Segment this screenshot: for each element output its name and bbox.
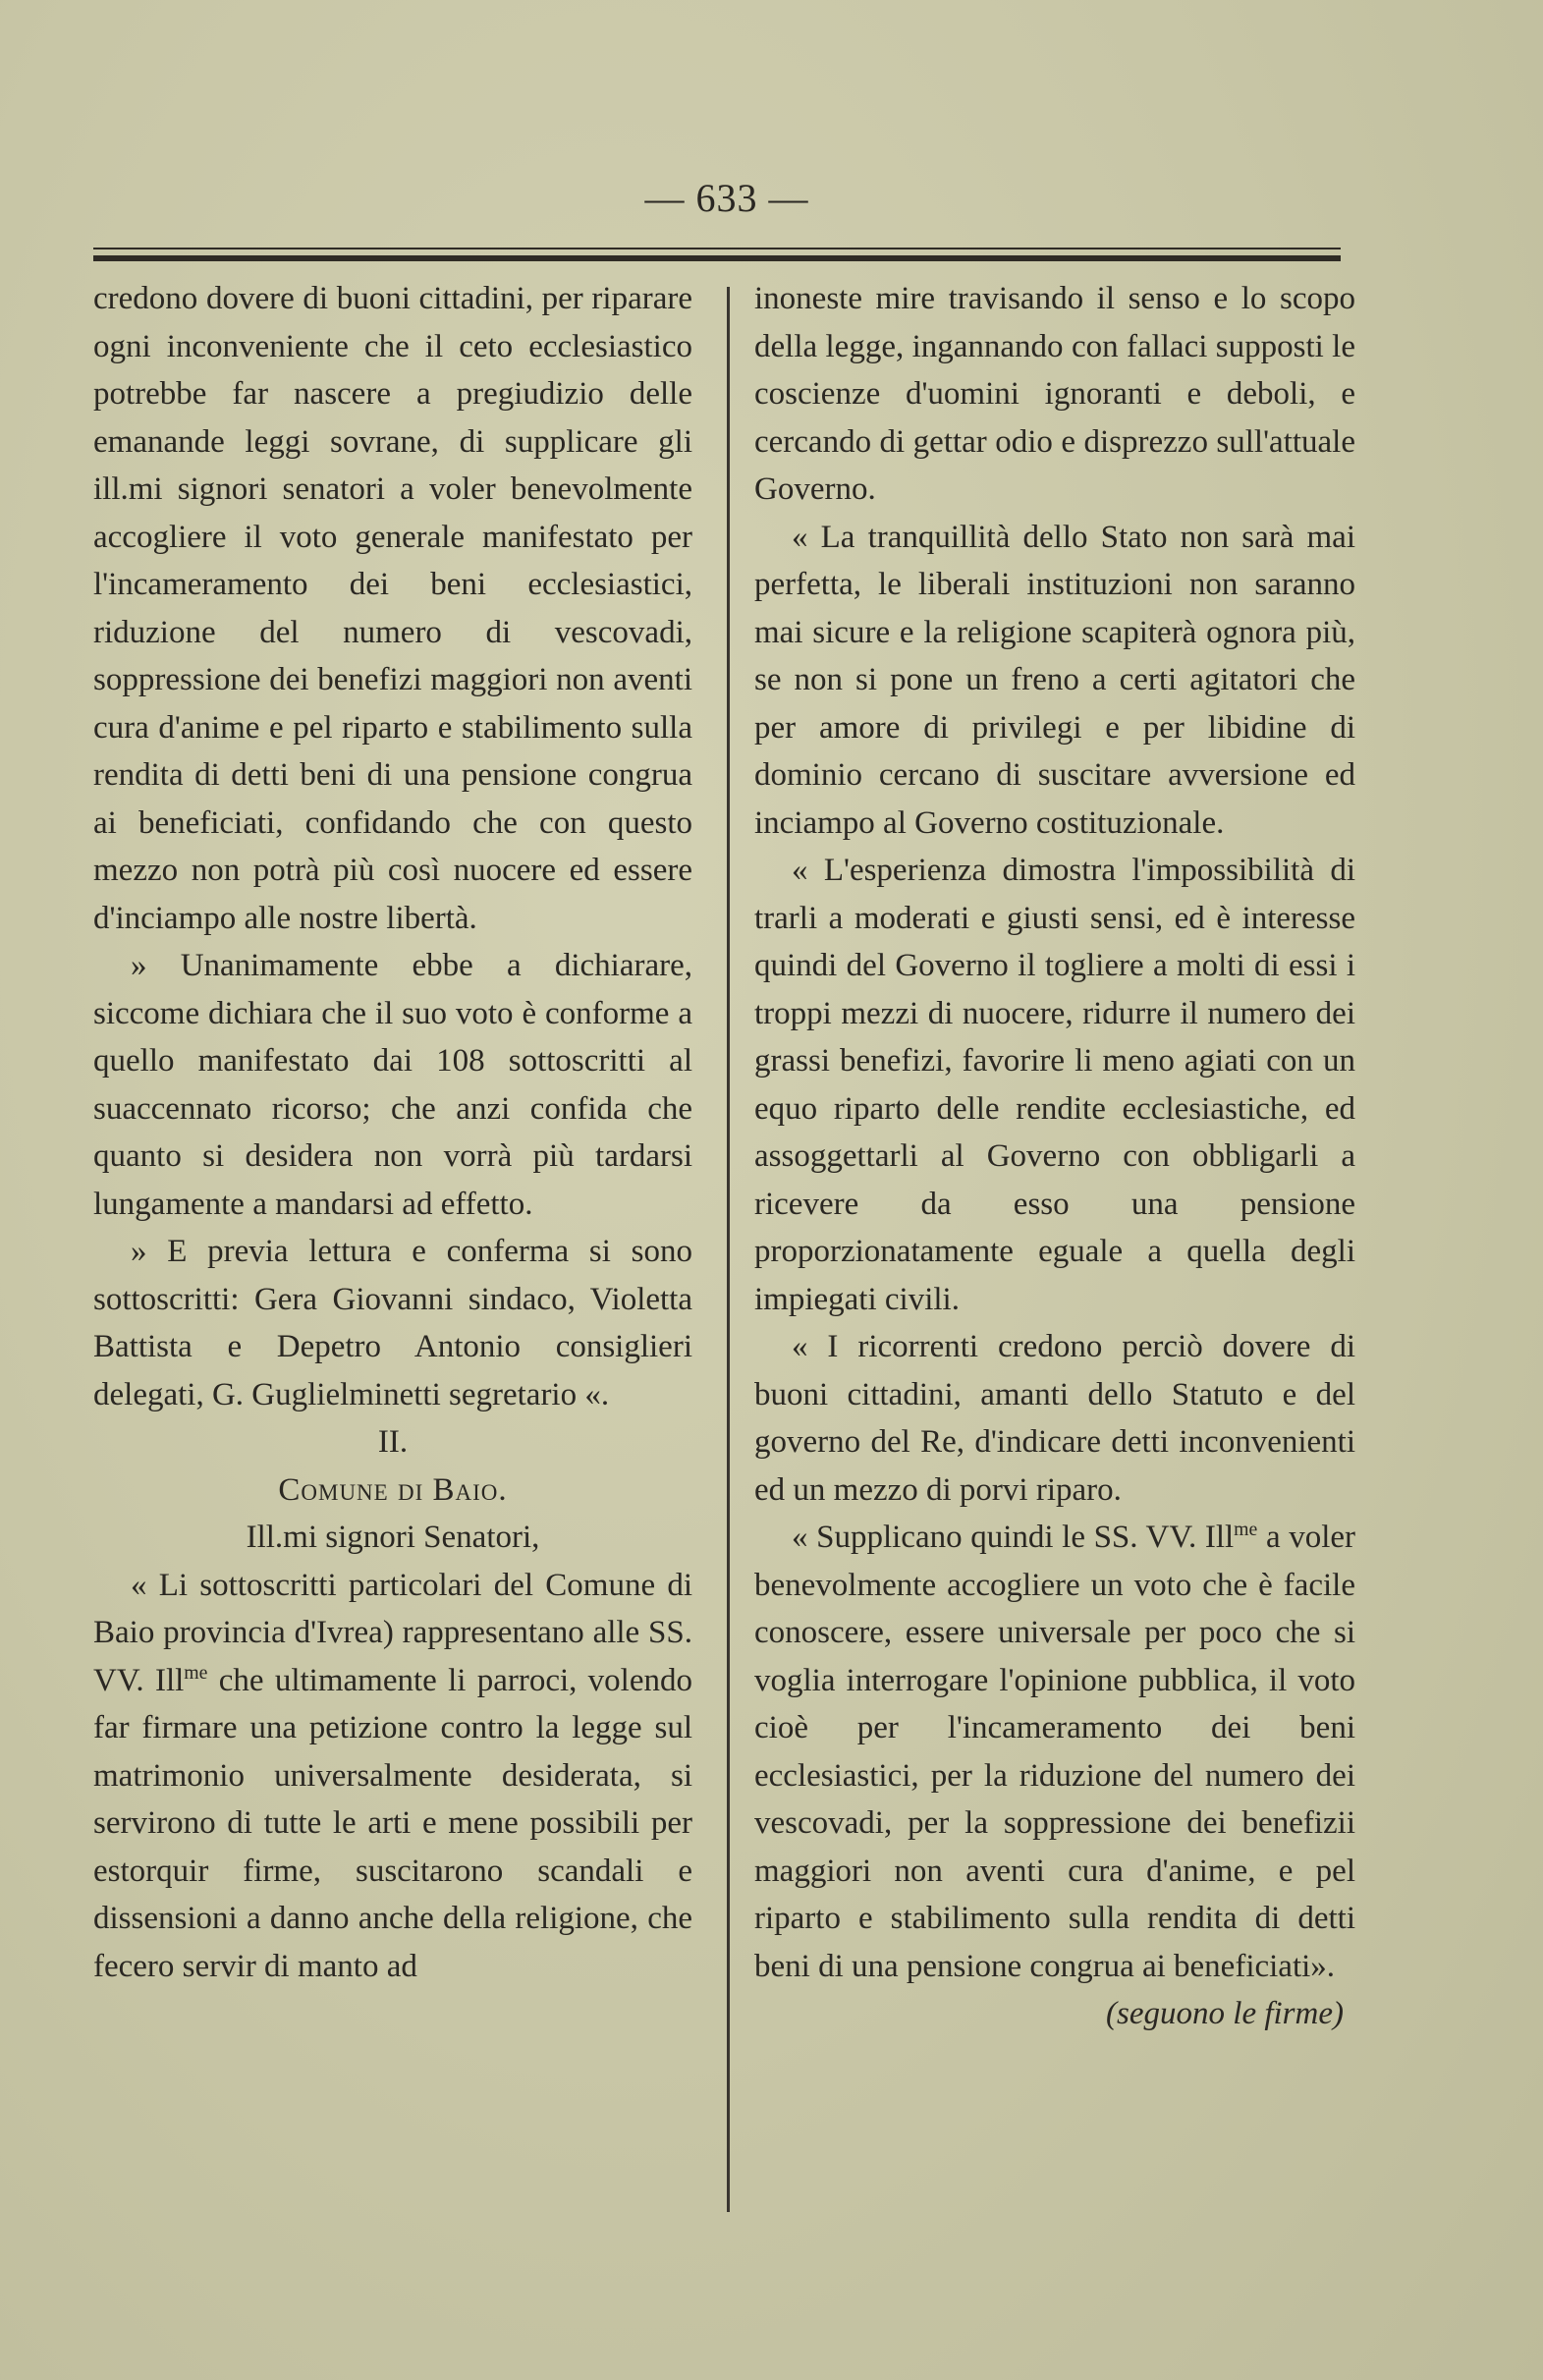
- right-paragraph-1: inoneste mire travisando il senso e lo scopo della legge, ingannando con fallaci supposti le coscienze d'uomini ignoranti e deboli, e cercando di gettar odio e disprezzo sull'attuale Governo.: [754, 281, 1355, 507]
- right-paragraph-5-start: « Supplicano quindi le SS. VV. Ill: [792, 1520, 1235, 1555]
- header-rule-thick: [93, 255, 1341, 261]
- right-paragraph-5-end: a voler benevolmente accogliere un voto che è facile conoscere, essere universale per poco che si voglia interrogare l'opinione pubblica, il voto cioè per l'incameramento dei beni ecclesiastici, per la riduzione del numero dei vescovadi, per la soppressione dei benefizii maggiori non aventi cura d'anime, e pel riparto e stabilimento sulla rendita di detti beni di una pensione congrua ai beneficiati».: [754, 1520, 1356, 1984]
- left-paragraph-4-end: che ultimamente li parroci, volendo far firmare una petizione contro la legge sul matrimonio universalmente desiderata, si servirono di tutte le arti e mene possibili per estorquir firme, suscitarono scandali e dissensioni a danno anche della religione, che fecero servir di manto ad: [93, 1662, 692, 1984]
- header-rule-thin: [93, 248, 1341, 249]
- right-paragraph-5: [754, 1514, 1355, 1990]
- right-paragraph-2: « La tranquillità dello Stato non sarà mai perfetta, le liberali instituzioni non saranno mai sicure e la religione scapiterà ognora più, se non si pone un freno a certi agitatori che per amore di privilegi e per libidine di dominio cercano di suscitare avversione ed inciampo al Governo costituzionale.: [754, 519, 1355, 841]
- section-title: Comune di Baio.: [278, 1471, 508, 1508]
- left-paragraph-4: [93, 1562, 692, 1991]
- left-paragraph-4-superscript: me: [184, 1661, 208, 1684]
- section-number: II.: [377, 1424, 409, 1460]
- salutation: Ill.mi signori Senatori,: [246, 1520, 540, 1555]
- column-divider: [727, 287, 730, 2212]
- right-paragraph-5-superscript: me: [1234, 1519, 1258, 1540]
- right-column: [754, 275, 1355, 2038]
- page-number: — 633 —: [644, 176, 809, 220]
- left-column: [93, 275, 692, 1990]
- left-paragraph-2: » Unanimamente ebbe a dichiarare, siccome dichiara che il suo voto è conforme a quello manifestato dai 108 sottoscritti al suaccennato ricorso; che anzi confida che quanto si desidera non vorrà più tardarsi lungamente a mandarsi ad effetto.: [93, 948, 692, 1222]
- left-paragraph-1: credono dovere di buoni cittadini, per riparare ogni inconveniente che il ceto ecclesiastico potrebbe far nascere a pregiudizio delle emanande leggi sovrane, di supplicare gli ill.mi signori senatori a voler benevolmente accogliere il voto generale manifestato per l'incameramento dei beni ecclesiastici, riduzione del numero di vescovadi, soppressione dei benefizi maggiori non aventi cura d'anime e pel riparto e stabilimento sulla rendita di detti beni di una pensione congrua ai beneficiati, confidando che con questo mezzo non potrà più così nuocere ed essere d'inciampo alle nostre libertà.: [93, 281, 692, 936]
- left-paragraph-4-start: « Li sottoscritti particolari del Comune di Baio provincia d'Ivrea) rappresentano alle SS. VV. Ill: [93, 1567, 692, 1698]
- left-paragraph-3: » E previa lettura e conferma si sono sottoscritti: Gera Giovanni sindaco, Violetta Battista e Depetro Antonio consiglieri delegati, G. Guglielminetti segretario «.: [93, 1234, 692, 1412]
- right-paragraph-4: « I ricorrenti credono perciò dovere di buoni cittadini, amanti dello Statuto e del governo del Re, d'indicare detti inconvenienti ed un mezzo di porvi riparo.: [754, 1329, 1355, 1508]
- closing-note: (seguono le firme): [1106, 1996, 1344, 2031]
- right-paragraph-3: « L'esperienza dimostra l'impossibilità di trarli a moderati e giusti sensi, ed è interesse quindi del Governo il togliere a molti di essi i troppi mezzi di nuocere, ridurre il numero dei grassi benefizi, favorire li meno agiati con un equo riparto delle rendite ecclesiastiche, ed assoggettarli al Governo con obbligarli a ricevere da esso una pensione proporzionatamente eguale a quella degli impiegati civili.: [754, 853, 1355, 1317]
